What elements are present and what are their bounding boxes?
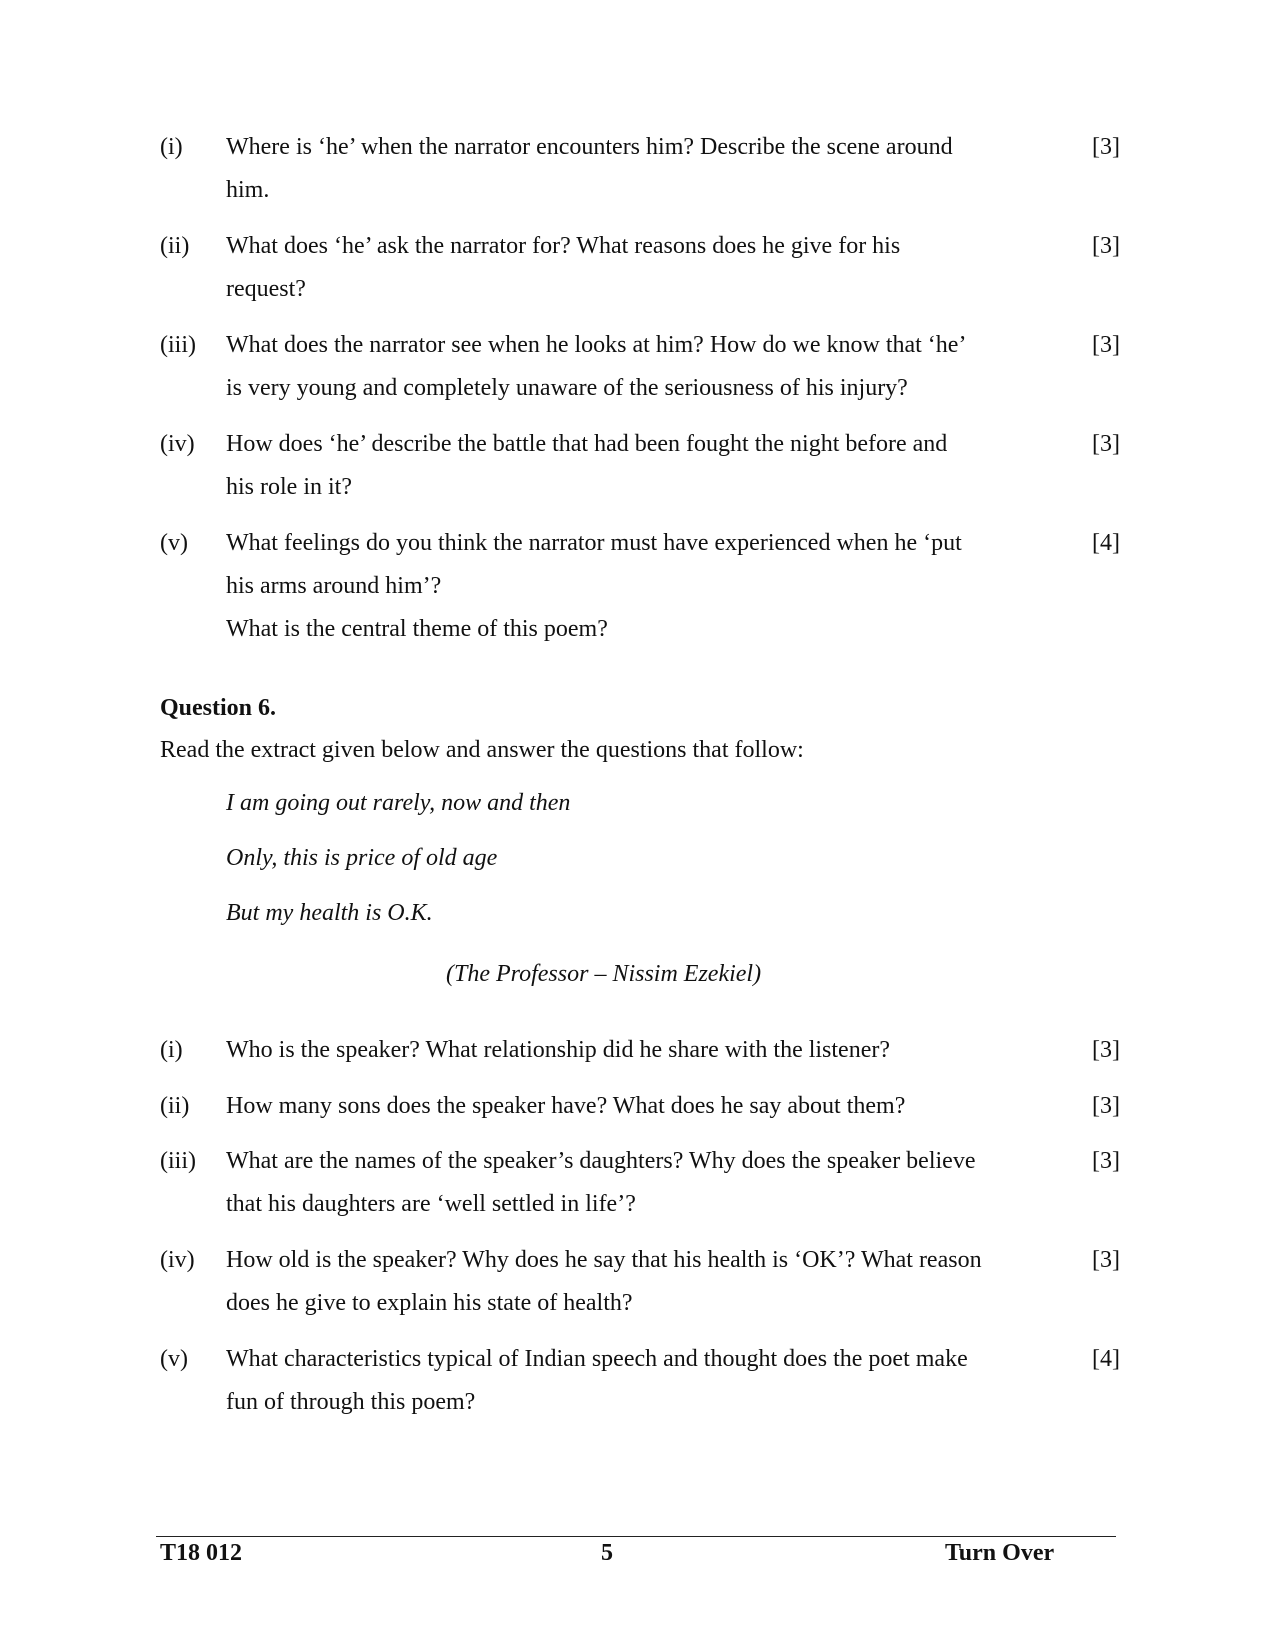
item-line: his role in it? bbox=[226, 474, 352, 500]
item-line: How old is the speaker? Why does he say that his health is ‘OK’? What reason bbox=[226, 1247, 982, 1273]
item-line: his arms around him’? bbox=[226, 573, 442, 599]
item-line: What feelings do you think the narrator must have experienced when he ‘put bbox=[226, 530, 962, 556]
item-line: him. bbox=[226, 177, 270, 203]
question-instruction: Read the extract given below and answer the questions that follow: bbox=[160, 737, 804, 763]
item-line: Where is ‘he’ when the narrator encounters him? Describe the scene around bbox=[226, 134, 953, 160]
item-number: (ii) bbox=[160, 1093, 190, 1119]
item-number: (iii) bbox=[160, 332, 196, 358]
item-marks: [3] bbox=[1092, 1037, 1120, 1063]
item-marks: [3] bbox=[1092, 431, 1120, 457]
item-line: is very young and completely unaware of the seriousness of his injury? bbox=[226, 375, 908, 401]
item-marks: [3] bbox=[1092, 1247, 1120, 1273]
item-marks: [4] bbox=[1092, 530, 1120, 556]
item-number: (ii) bbox=[160, 233, 190, 259]
item-line: What is the central theme of this poem? bbox=[226, 616, 608, 642]
question-heading: Question 6. bbox=[160, 695, 277, 721]
page-number: 5 bbox=[601, 1540, 613, 1566]
item-number: (iv) bbox=[160, 1247, 195, 1273]
item-marks: [3] bbox=[1092, 332, 1120, 358]
item-line: fun of through this poem? bbox=[226, 1389, 476, 1415]
item-marks: [3] bbox=[1092, 134, 1120, 160]
item-number: (v) bbox=[160, 1346, 188, 1372]
item-line: does he give to explain his state of health? bbox=[226, 1290, 633, 1316]
item-number: (iii) bbox=[160, 1148, 196, 1174]
item-text bbox=[226, 225, 1000, 311]
item-line: How many sons does the speaker have? What does he say about them? bbox=[226, 1093, 906, 1119]
item-marks: [4] bbox=[1092, 1346, 1120, 1372]
item-text bbox=[226, 1239, 1000, 1325]
item-marks: [3] bbox=[1092, 1148, 1120, 1174]
item-text bbox=[226, 522, 1000, 651]
item-number: (v) bbox=[160, 530, 188, 556]
extract-line: But my health is O.K. bbox=[226, 900, 433, 926]
item-line: that his daughters are ‘well settled in life’? bbox=[226, 1191, 636, 1217]
item-marks: [3] bbox=[1092, 233, 1120, 259]
item-line: What does the narrator see when he looks at him? How do we know that ‘he’ bbox=[226, 332, 967, 358]
item-line: What characteristics typical of Indian speech and thought does the poet make bbox=[226, 1346, 968, 1372]
item-number: (iv) bbox=[160, 431, 195, 457]
extract-citation: (The Professor – Nissim Ezekiel) bbox=[446, 961, 762, 987]
extract-line: I am going out rarely, now and then bbox=[226, 790, 571, 816]
footer-divider bbox=[156, 1536, 1116, 1537]
item-line: Who is the speaker? What relationship did he share with the listener? bbox=[226, 1037, 891, 1063]
item-line: How does ‘he’ describe the battle that had been fought the night before and bbox=[226, 431, 948, 457]
item-marks: [3] bbox=[1092, 1093, 1120, 1119]
item-number: (i) bbox=[160, 1037, 183, 1063]
item-text bbox=[226, 1338, 1000, 1424]
item-line: What does ‘he’ ask the narrator for? What reasons does he give for his bbox=[226, 233, 901, 259]
item-text bbox=[226, 1140, 1000, 1226]
item-line: What are the names of the speaker’s daughters? Why does the speaker believe bbox=[226, 1148, 976, 1174]
item-text bbox=[226, 1085, 1000, 1128]
paper-code: T18 012 bbox=[160, 1540, 243, 1566]
turn-over-label: Turn Over bbox=[945, 1540, 1055, 1566]
item-text bbox=[226, 126, 1000, 212]
item-number: (i) bbox=[160, 134, 183, 160]
item-line: request? bbox=[226, 276, 306, 302]
item-text bbox=[226, 324, 1000, 410]
item-text bbox=[226, 1029, 1000, 1072]
extract-line: Only, this is price of old age bbox=[226, 845, 498, 871]
item-text bbox=[226, 423, 1000, 509]
